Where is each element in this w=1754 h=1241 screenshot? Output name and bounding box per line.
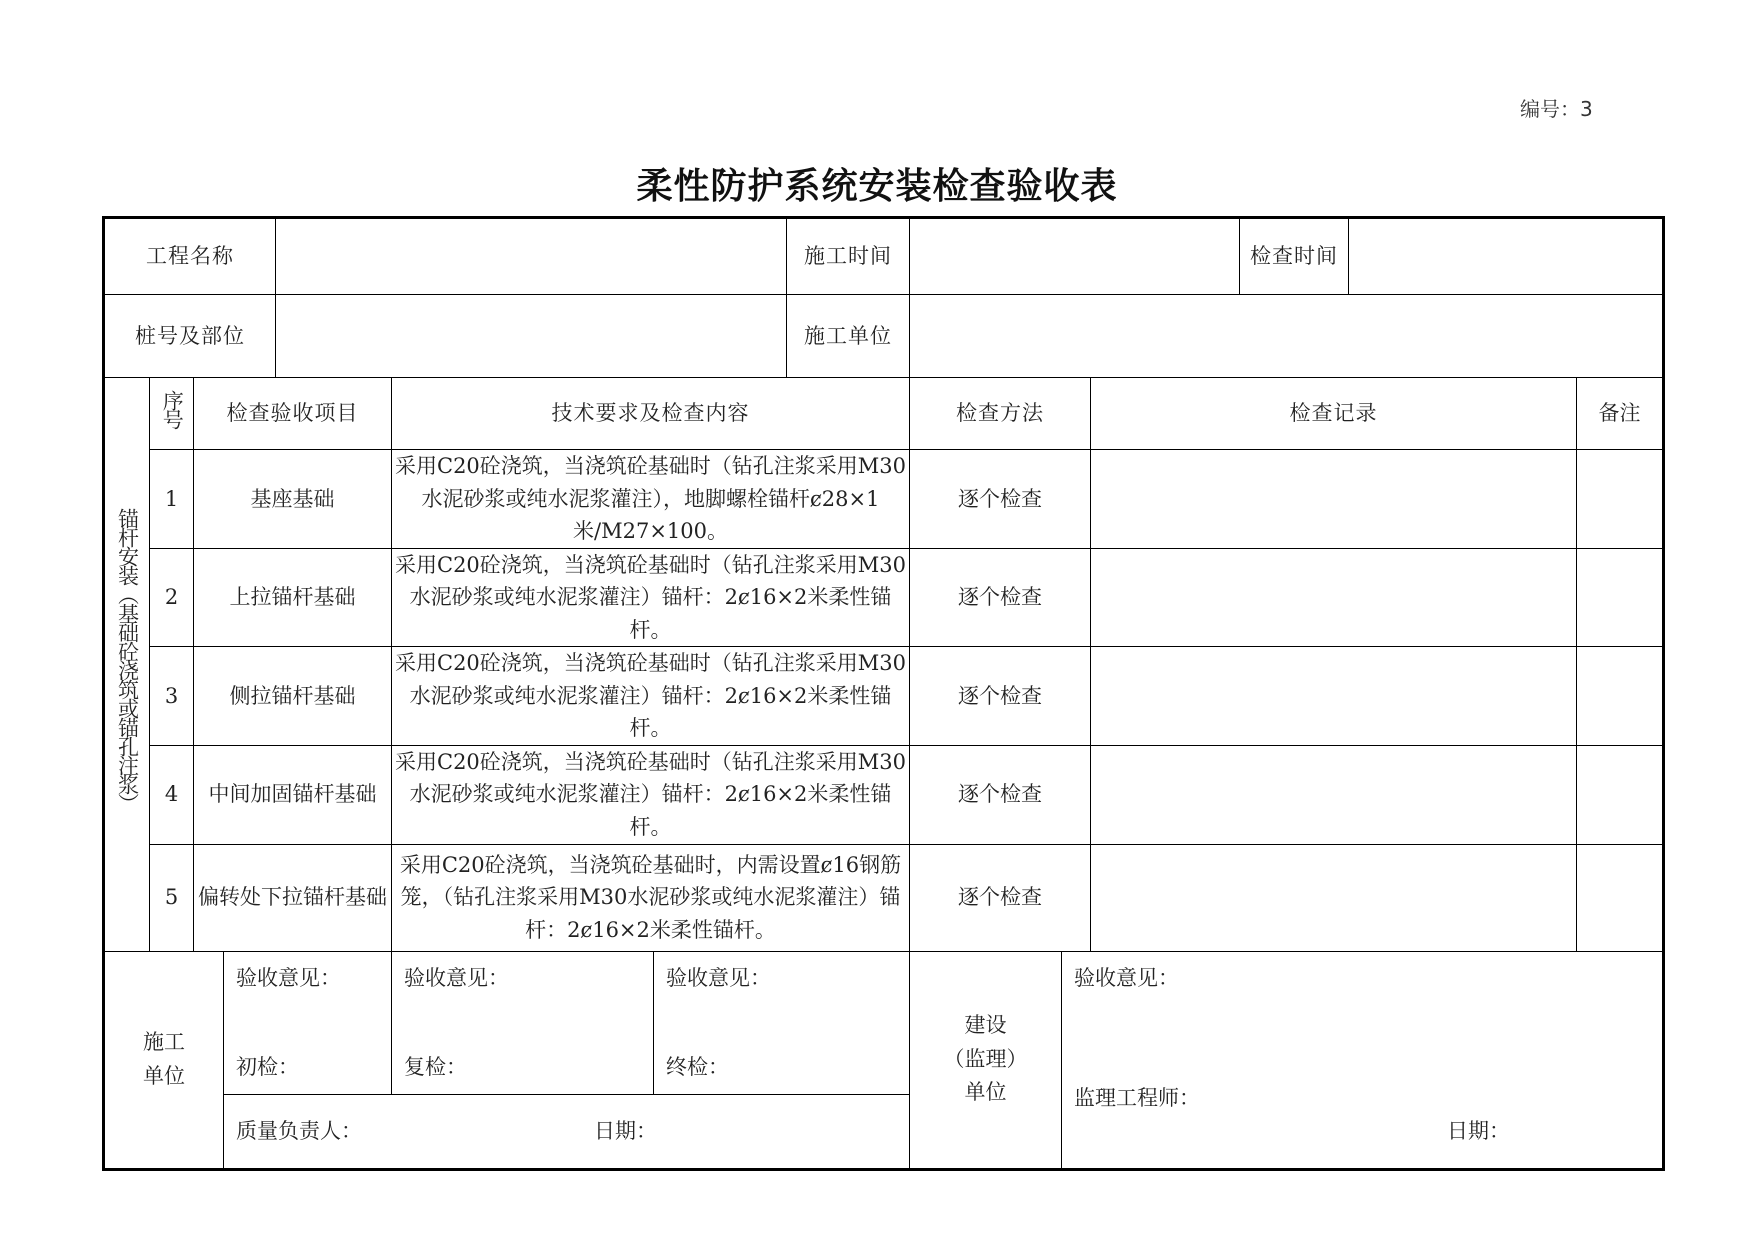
opinion-label: 验收意见： — [1074, 965, 1180, 990]
remark-header: 备注 — [1577, 378, 1664, 450]
row-remark[interactable] — [1577, 647, 1664, 746]
form-title: 柔性防护系统安装检查验收表 — [636, 165, 1118, 207]
record-header: 检查记录 — [1091, 378, 1577, 450]
row-record[interactable] — [1091, 745, 1577, 844]
row-seq: 1 — [150, 450, 194, 549]
document-number: 编号：3 — [1520, 97, 1593, 121]
row-item: 中间加固锚杆基础 — [194, 745, 392, 844]
inspection-time-label: 检查时间 — [1240, 218, 1349, 295]
project-name-value[interactable] — [276, 218, 787, 295]
initial-check-cell[interactable] — [224, 951, 392, 1094]
recheck-label: 复检： — [404, 1055, 467, 1080]
row-record[interactable] — [1091, 450, 1577, 549]
row-requirement: 采用C20砼浇筑，当浇筑砼基础时（钻孔注浆采用M30水泥砂浆或纯水泥浆灌注），地脚螺栓锚杆ȼ28×1米/M27×100。 — [392, 450, 910, 549]
row-requirement: 采用C20砼浇筑，当浇筑砼基础时（钻孔注浆采用M30水泥砂浆或纯水泥浆灌注）锚杆：2ȼ16×2米柔性锚杆。 — [392, 647, 910, 746]
row-method: 逐个检查 — [910, 647, 1091, 746]
row-method: 逐个检查 — [910, 450, 1091, 549]
opinion-label: 验收意见： — [236, 965, 341, 990]
method-header: 检查方法 — [910, 378, 1091, 450]
inspection-form-table — [102, 216, 1665, 1171]
quality-date-label: 日期： — [594, 1118, 658, 1143]
station-value[interactable] — [276, 295, 787, 378]
row-requirement: 采用C20砼浇筑，当浇筑砼基础时（钻孔注浆采用M30水泥砂浆或纯水泥浆灌注）锚杆：2ȼ16×2米柔性锚杆。 — [392, 745, 910, 844]
station-label: 桩号及部位 — [104, 295, 276, 378]
quality-manager-cell[interactable] — [224, 1094, 910, 1169]
row-seq: 2 — [150, 548, 194, 647]
table-row — [104, 745, 1664, 844]
project-name-label: 工程名称 — [104, 218, 276, 295]
inspection-time-value[interactable] — [1349, 218, 1664, 295]
row-remark[interactable] — [1577, 745, 1664, 844]
section-label-cell — [104, 378, 150, 952]
item-header: 检查验收项目 — [194, 378, 392, 450]
row-record[interactable] — [1091, 548, 1577, 647]
row-method: 逐个检查 — [910, 844, 1091, 951]
row-remark[interactable] — [1577, 844, 1664, 951]
build-unit-line-2: （监理） — [943, 1046, 1028, 1071]
row-requirement: 采用C20砼浇筑，当浇筑砼基础时（钻孔注浆采用M30水泥砂浆或纯水泥浆灌注）锚杆：2ȼ16×2米柔性锚杆。 — [392, 548, 910, 647]
build-unit-line-3: 单位 — [964, 1080, 1007, 1105]
row-remark[interactable] — [1577, 548, 1664, 647]
row-seq: 5 — [150, 844, 194, 951]
supervisor-date-label: 日期： — [1447, 1119, 1511, 1144]
row-record[interactable] — [1091, 647, 1577, 746]
construction-unit-label: 施工单位 — [787, 295, 910, 378]
construction-unit-value[interactable] — [910, 295, 1664, 378]
table-row — [104, 548, 1664, 647]
seq-header-text: 序号 — [160, 389, 185, 428]
construction-unit-signoff-label — [104, 951, 224, 1169]
row-method: 逐个检查 — [910, 548, 1091, 647]
opinion-label: 验收意见： — [666, 965, 771, 990]
row-method: 逐个检查 — [910, 745, 1091, 844]
construction-unit-text: 施工单位 — [143, 1029, 185, 1088]
table-row — [104, 450, 1664, 549]
row-seq: 4 — [150, 745, 194, 844]
recheck-cell[interactable] — [392, 951, 654, 1094]
initial-check-label: 初检： — [236, 1055, 299, 1080]
supervisor-label: 监理工程师： — [1074, 1086, 1201, 1111]
requirement-header: 技术要求及检查内容 — [392, 378, 910, 450]
row-item: 偏转处下拉锚杆基础 — [194, 844, 392, 951]
seq-header — [150, 378, 194, 450]
table-row — [104, 647, 1664, 746]
row-item: 上拉锚杆基础 — [194, 548, 392, 647]
row-seq: 3 — [150, 647, 194, 746]
row-requirement: 采用C20砼浇筑，当浇筑砼基础时，内需设置ȼ16钢筋笼，（钻孔注浆采用M30水泥砂浆或纯水泥浆灌注）锚杆：2ȼ16×2米柔性锚杆。 — [392, 844, 910, 951]
row-item: 基座基础 — [194, 450, 392, 549]
build-unit-label — [910, 951, 1062, 1169]
row-item: 侧拉锚杆基础 — [194, 647, 392, 746]
final-check-label: 终检： — [666, 1055, 729, 1080]
quality-manager-label: 质量负责人： — [236, 1118, 362, 1143]
opinion-label: 验收意见： — [404, 965, 509, 990]
row-remark[interactable] — [1577, 450, 1664, 549]
section-label: 锚杆安装（基础砼浇筑或锚孔注浆） — [115, 507, 140, 812]
supervisor-opinion-cell[interactable] — [1062, 951, 1664, 1169]
construction-time-value[interactable] — [910, 218, 1240, 295]
build-unit-line-1: 建设 — [964, 1013, 1007, 1038]
final-check-cell[interactable] — [654, 951, 910, 1094]
construction-time-label: 施工时间 — [787, 218, 910, 295]
table-row — [104, 844, 1664, 951]
row-record[interactable] — [1091, 844, 1577, 951]
